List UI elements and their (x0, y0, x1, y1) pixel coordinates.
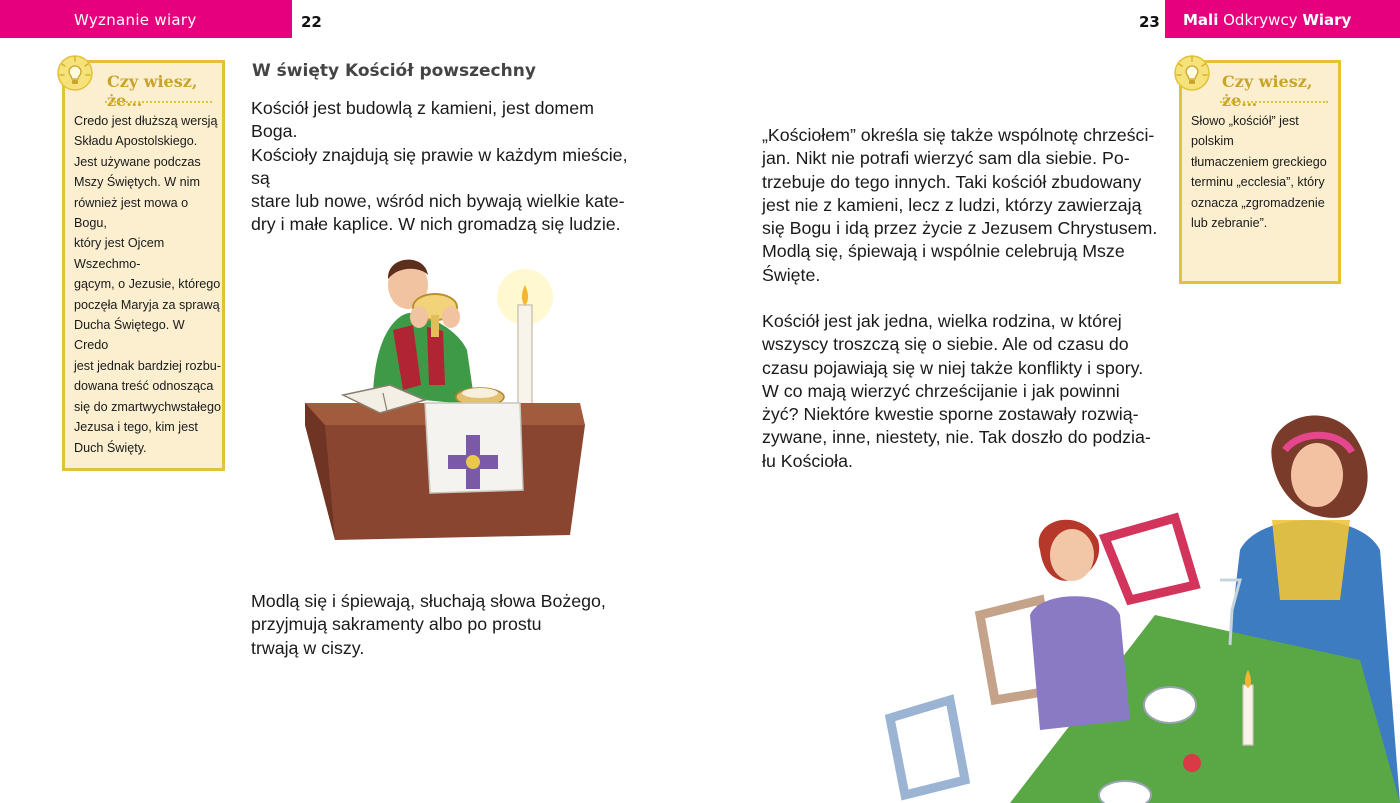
brand-word-3: Wiary (1302, 11, 1352, 29)
page-number-left: 22 (301, 13, 322, 31)
brand-header-bar (1165, 0, 1400, 38)
dotted-divider (105, 101, 212, 103)
box-title: Czy wiesz, że… (107, 72, 198, 110)
box-text: Słowo „kościół” jest polskim tłumaczeniem greckiego terminu „ecclesia”, który oznacza „zgromadzenie lub zebranie”. (1191, 114, 1327, 231)
brand-title (1183, 11, 1351, 29)
page-number-right: 23 (1139, 13, 1160, 31)
section-heading: W święty Kościół powszechny (252, 61, 536, 81)
lightbulb-icon (1174, 55, 1210, 91)
paragraph-family: Kościół jest jak jedna, wielka rodzina, w której wszyscy troszczą się o siebie. Ale od czasu do czasu pojawiają się w niej także konflikty i spory. W co mają wierzyć chrześcijanie i jak powinni żyć? Niektóre kwestie sporne zostawały rozwią- zywane, inne, niestety, nie. Tak doszło do podzia- łu Kościoła. (762, 311, 1151, 471)
did-you-know-box-left (62, 60, 225, 471)
brand-word-1: Mali (1183, 11, 1219, 29)
dotted-divider (1220, 101, 1328, 103)
family-at-table-illustration (880, 400, 1400, 803)
priest-at-altar-illustration (295, 235, 595, 555)
section-title: Wyznanie wiary (74, 11, 197, 29)
paragraph-community: „Kościołem” określa się także wspólnotę chrześci- jan. Nikt nie potrafi wierzyć sam dla siebie. Po- trzebuje do tego innych. Taki kościół zbudowany jest nie z kamieni, lecz z ludzi, którzy zawierzają się Bogu i idą przez życie z Jezusem Chrystusem. Modlą się, śpiewają i wspólnie celebrują Msze Święte. (762, 125, 1158, 285)
lightbulb-icon (57, 55, 93, 91)
did-you-know-box-right (1179, 60, 1341, 284)
brand-word-2: Odkrywcy (1218, 11, 1303, 29)
box-title: Czy wiesz, że… (1222, 72, 1313, 110)
box-text: Credo jest dłuższą wersją Składu Apostolskiego. Jest używane podczas Mszy Świętych. W nim również jest mowa o Bogu, który jest Ojcem Wszechmo- gącym, o Jezusie, którego poczęła Maryja za sprawą Ducha Świętego. W Credo jest jednak bardziej rozbu- dowana treść odnosząca się do zmartwychwstałego Jezusa i tego, kim jest Duch Święty. (74, 114, 222, 455)
paragraph-people-pray: Modlą się i śpiewają, słuchają słowa Bożego, przyjmują sakramenty albo po prostu trwają w ciszy. (251, 591, 606, 658)
paragraph-church-building: Kościół jest budowlą z kamieni, jest domem Boga. Kościoły znajdują się prawie w każdym mieście, są stare lub nowe, wśród nich bywają wielkie kate- dry i małe kaplice. W nich gromadzą się ludzie. (251, 98, 628, 235)
section-header-bar (0, 0, 292, 38)
